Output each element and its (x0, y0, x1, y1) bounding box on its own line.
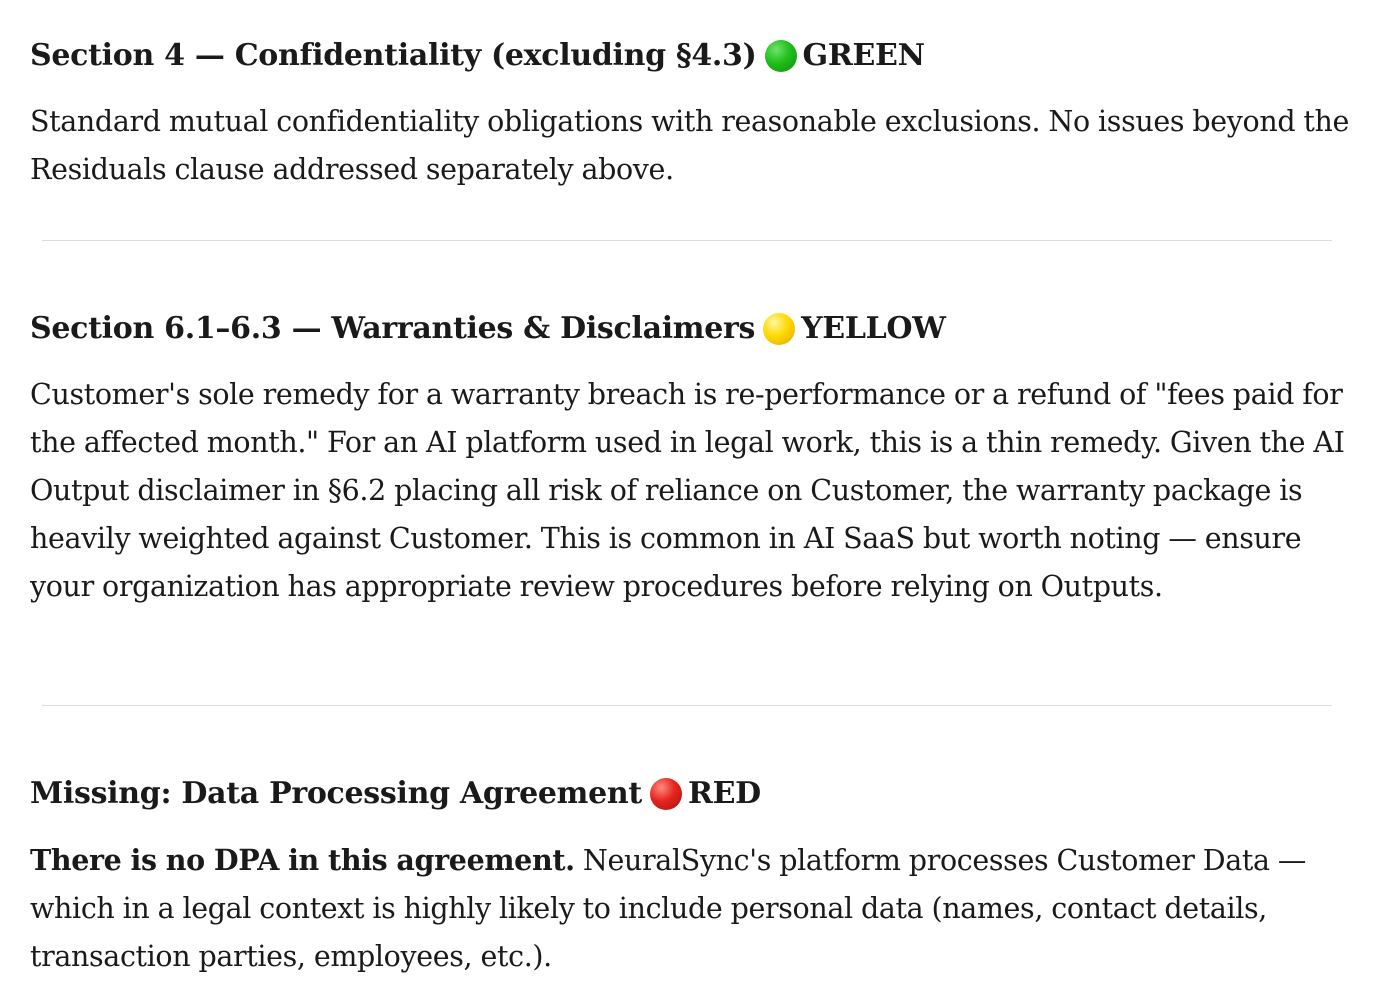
yellow-circle-icon (763, 313, 795, 345)
status-label: RED (687, 776, 761, 811)
section-title: Section 6.1–6.3 — Warranties & Disclaimers (30, 311, 756, 346)
status-label: GREEN (802, 38, 925, 73)
status-label: YELLOW (801, 311, 946, 346)
section-heading (30, 774, 1350, 814)
section-body (30, 836, 1350, 981)
section-confidentiality (30, 36, 1350, 194)
section-body: Customer's sole remedy for a warranty breach is re-performance or a refund of "fees paid for the affected month." For an AI platform used in legal work, this is a thin remedy. Given the AI Output disclaimer in §6.2 placing all risk of reliance on Customer, the warranty package is heavily weighted against Customer. This is common in AI SaaS but worth noting — ensure your organization has appropriate review procedures before relying on Outputs. (30, 378, 1345, 603)
red-circle-icon (650, 778, 682, 810)
divider (42, 705, 1332, 706)
section-missing-dpa (30, 774, 1350, 981)
section-heading (30, 36, 1350, 76)
section-body-text: NeuralSync's platform processes Customer Data — which in a legal context is highly likely to include personal data (names, contact details, transaction parties, employees, etc.). (30, 844, 1307, 973)
section-title: Missing: Data Processing Agreement (30, 776, 642, 811)
section-title: Section 4 — Confidentiality (excluding §4.3) (30, 38, 757, 73)
section-heading (30, 309, 1350, 349)
green-circle-icon (765, 40, 797, 72)
section-body: Standard mutual confidentiality obligations with reasonable exclusions. No issues beyond the Residuals clause addressed separately above. (30, 105, 1350, 186)
divider (42, 240, 1332, 241)
section-body-bold: There is no DPA in this agreement. (30, 843, 575, 877)
section-warranties (30, 309, 1350, 611)
